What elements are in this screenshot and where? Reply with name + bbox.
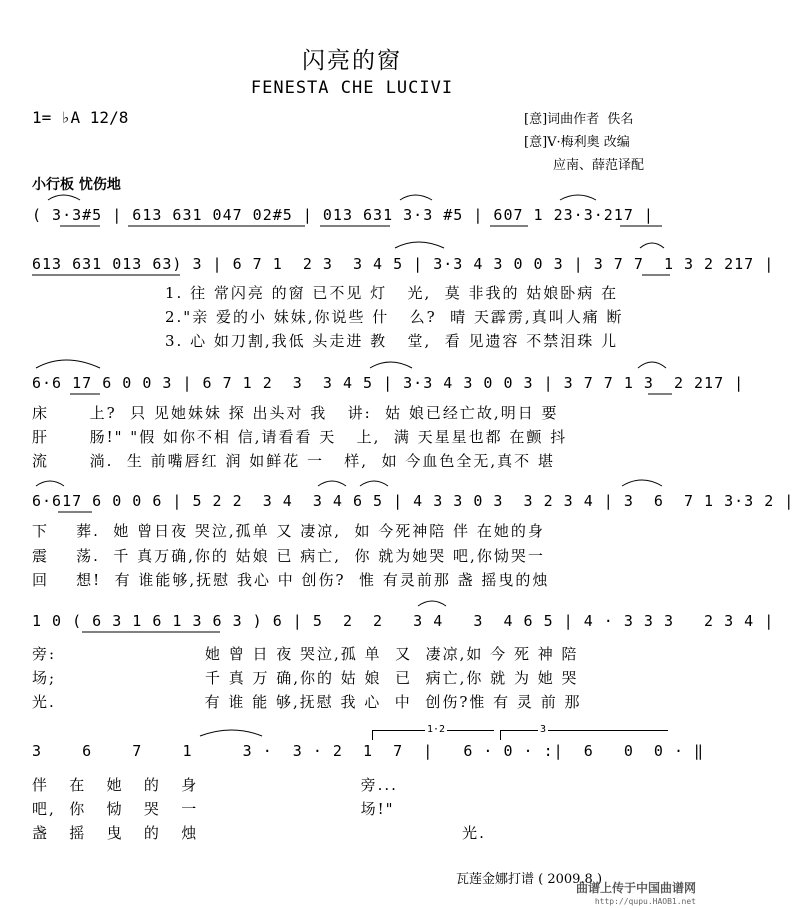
lyrics-line-2-verse-2: 2."亲 爱的小 妹妹,你说些 什 么? 晴 天霹雳,真叫人痛 断 — [165, 308, 624, 326]
slur-line4-b — [318, 481, 346, 486]
song-title: 闪亮的窗 — [302, 48, 402, 74]
slur-line1-a — [48, 195, 80, 200]
slur-line1-b — [400, 195, 432, 200]
lyrics-line-4-verse-2: 震 荡. 千 真万确,你的 姑娘 已 病亡, 你 就为她哭 吧,你恸哭一 — [32, 547, 545, 565]
slur-line4-a — [36, 481, 64, 486]
notation-line-3: 6·6 17 6 0 0 3 | 6 7 1 2 3 3 4 5 | 3·3 4 3 0 0 3 | 3 7 7 1 3 2 217 | — [32, 374, 745, 392]
lyrics-line-6-verse-3: 盏 摇 曳 的 烛 光. — [32, 824, 486, 842]
volta-label-2: 3 — [540, 724, 547, 735]
notation-line-5: 1 0 ( 6 3 1 6 1 3 6 3 ) 6 | 5 2 2 3 4 3 4 6 5 | 4 · 3 3 3 2 3 4 | — [32, 612, 775, 630]
volta-bracket-1-hook — [372, 730, 373, 740]
credit-arranger: [意]V·梅利奥 改编 — [524, 135, 630, 150]
slur-line5-a — [418, 601, 446, 606]
slur-line3-c — [638, 362, 666, 368]
notation-line-2: 613 631 013 63) 3 | 6 7 1 2 3 3 4 5 | 3·3 4 3 0 0 3 | 3 7 7 1 3 2 217 | — [32, 255, 775, 273]
song-subtitle: FENESTA CHE LUCIVI — [250, 78, 454, 98]
slur-line1-c — [560, 195, 596, 200]
credit-translator: 应南、薛范译配 — [553, 158, 645, 173]
notation-line-4: 6·617 6 0 0 6 | 5 2 2 3 4 3 4 6 5 | 4 3 3 0 3 3 2 3 4 | 3 6 7 1 3·3 2 | — [32, 492, 794, 510]
slur-line3-b — [370, 362, 412, 368]
lyrics-line-5-verse-3: 光. 有 谁 能 够,抚慰 我 心 中 创伤?惟 有 灵 前 那 — [32, 693, 582, 711]
transcriber-credit: 瓦莲金娜打谱 ( 2009.8 ) — [456, 872, 603, 887]
lyrics-line-6-verse-2: 吧, 你 恸 哭 一 场!" — [32, 800, 395, 818]
lyrics-line-5-verse-1: 旁: 她 曾 日 夜 哭泣,孤 单 又 凄凉,如 今 死 神 陪 — [32, 645, 579, 663]
slur-line6-a — [200, 730, 262, 736]
notation-line-6: 3 6 7 1 3 · 3 · 2 1 7 | 6 · 0 · :| 6 0 0 · ‖ — [32, 742, 705, 760]
slur-line4-c — [360, 481, 388, 486]
notation-line-1: ( 3·3#5 | 613 631 047 02#5 | 013 631 3·3 #5 | 607 1 23·3·217 | — [32, 206, 654, 224]
credit-lyricist: [意]词曲作者 佚名 — [524, 112, 634, 127]
lyrics-line-3-verse-3: 流 淌. 生 前嘴唇红 润 如鲜花 一 样, 如 今血色全无,真不 堪 — [32, 452, 555, 470]
volta-bracket-2 — [500, 730, 668, 731]
lyrics-line-2-verse-3: 3. 心 如刀割,我低 头走进 教 堂, 看 见遗容 不禁泪珠 儿 — [165, 332, 619, 350]
watermark-text: 曲谱上传于中国曲谱网 — [575, 881, 696, 895]
tempo-marking: 小行板 忧伤地 — [32, 177, 121, 193]
slur-line2-a — [395, 242, 444, 248]
slur-line4-d — [622, 480, 662, 486]
lyrics-line-3-verse-1: 床 上? 只 见她妹妹 探 出头对 我 讲: 姑 娘已经亡故,明日 要 — [32, 404, 559, 422]
lyrics-line-6-verse-1: 伴 在 她 的 身 旁... — [32, 776, 398, 794]
key-signature: 1= ♭A 12/8 — [32, 108, 129, 127]
lyrics-line-3-verse-2: 肝 肠!" "假 如你不相 信,请看看 天 上, 满 天星星也都 在颤 抖 — [32, 428, 568, 446]
lyrics-line-4-verse-3: 回 想! 有 谁能够,抚慰 我心 中 创伤? 惟 有灵前那 盏 摇曳的烛 — [32, 571, 550, 589]
lyrics-line-2-verse-1: 1. 往 常闪亮 的窗 已不见 灯 光, 莫 非我的 姑娘卧病 在 — [165, 284, 619, 302]
watermark-url: http://qupu.HAOB1.net — [594, 897, 696, 906]
slur-line3-a — [36, 360, 100, 368]
lyrics-line-4-verse-1: 下 葬. 她 曾日夜 哭泣,孤单 又 凄凉, 如 今死神陪 伴 在她的身 — [32, 522, 545, 540]
volta-bracket-2-hook — [500, 730, 501, 740]
lyrics-line-5-verse-2: 场; 千 真 万 确,你的 姑 娘 已 病亡,你 就 为 她 哭 — [32, 669, 579, 687]
volta-label-1: 1·2 — [427, 724, 446, 735]
slur-line2-b — [640, 243, 664, 248]
